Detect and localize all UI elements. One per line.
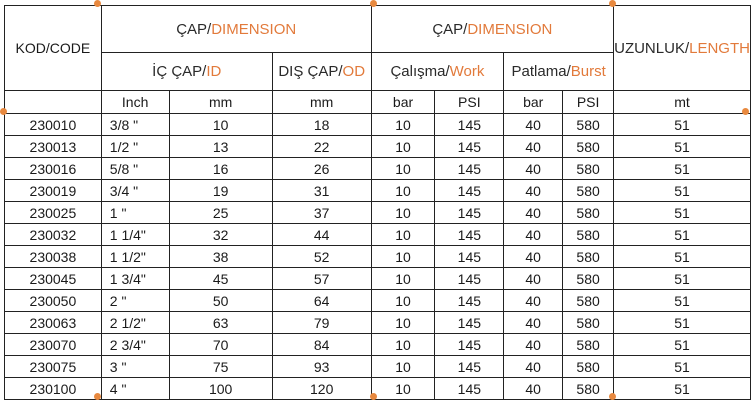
od-mm-cell: 84 (272, 334, 371, 356)
inch-cell: 2 3/4" (101, 334, 169, 356)
table-row (5, 202, 751, 224)
od-mm-cell: 26 (272, 158, 371, 180)
corner-dot (370, 0, 377, 7)
burst-bar-cell: 40 (504, 312, 563, 334)
id-mm-cell: 38 (169, 246, 272, 268)
hose-spec-table (4, 5, 751, 400)
length-cell: 51 (614, 180, 751, 202)
length-cell: 51 (614, 290, 751, 312)
burst-psi-cell: 580 (563, 290, 614, 312)
inch-cell: 3/8 " (101, 114, 169, 136)
corner-dot (609, 0, 616, 7)
unit-inch: Inch (101, 91, 169, 114)
table-row (5, 334, 751, 356)
work-bar-cell: 10 (371, 356, 435, 378)
burst-header (504, 53, 614, 91)
burst-bar-cell: 40 (504, 158, 563, 180)
burst-psi-cell: 580 (563, 114, 614, 136)
code-cell: 230045 (5, 268, 102, 290)
dimension-right-en: DIMENSION (467, 20, 553, 38)
id-mm-cell: 13 (169, 136, 272, 158)
dimension-right-tr: ÇAP/ (432, 20, 468, 38)
inch-cell: 2 " (101, 290, 169, 312)
table-row (5, 158, 751, 180)
burst-bar-cell: 40 (504, 224, 563, 246)
id-mm-cell: 25 (169, 202, 272, 224)
id-mm-cell: 100 (169, 378, 272, 400)
id-tr: İÇ ÇAP/ (152, 63, 207, 80)
table-row (5, 136, 751, 158)
burst-bar-cell: 40 (504, 202, 563, 224)
work-psi-cell: 145 (435, 158, 504, 180)
inch-cell: 3 " (101, 356, 169, 378)
burst-en: Burst (570, 63, 606, 80)
work-psi-cell: 145 (435, 334, 504, 356)
burst-bar-cell: 40 (504, 268, 563, 290)
od-mm-cell: 18 (272, 114, 371, 136)
corner-dot (0, 108, 7, 115)
work-bar-cell: 10 (371, 202, 435, 224)
corner-dot (370, 393, 377, 400)
dimension-header-right (371, 6, 613, 53)
burst-bar-cell: 40 (504, 334, 563, 356)
od-tr: DIŞ ÇAP/ (278, 63, 343, 80)
work-bar-cell: 10 (371, 290, 435, 312)
length-cell: 51 (614, 356, 751, 378)
code-cell: 230100 (5, 378, 102, 400)
inch-cell: 3/4 " (101, 180, 169, 202)
work-bar-cell: 10 (371, 334, 435, 356)
od-mm-cell: 44 (272, 224, 371, 246)
code-cell: 230070 (5, 334, 102, 356)
id-mm-cell: 45 (169, 268, 272, 290)
inch-cell: 2 1/2" (101, 312, 169, 334)
id-mm-cell: 50 (169, 290, 272, 312)
table-row (5, 268, 751, 290)
burst-bar-cell: 40 (504, 356, 563, 378)
id-mm-cell: 32 (169, 224, 272, 246)
length-cell: 51 (614, 114, 751, 136)
inch-cell: 1 1/4" (101, 224, 169, 246)
work-psi-cell: 145 (435, 290, 504, 312)
work-psi-cell: 145 (435, 356, 504, 378)
unit-burst-psi: PSI (563, 91, 614, 114)
inch-cell: 1 3/4" (101, 268, 169, 290)
table-row (5, 180, 751, 202)
length-cell: 51 (614, 246, 751, 268)
table-row (5, 378, 751, 400)
od-mm-cell: 52 (272, 246, 371, 268)
id-mm-cell: 63 (169, 312, 272, 334)
burst-psi-cell: 580 (563, 378, 614, 400)
code-cell: 230063 (5, 312, 102, 334)
unit-work-psi: PSI (435, 91, 504, 114)
table-row (5, 246, 751, 268)
work-bar-cell: 10 (371, 378, 435, 400)
id-mm-cell: 10 (169, 114, 272, 136)
code-cell: 230025 (5, 202, 102, 224)
burst-psi-cell: 580 (563, 224, 614, 246)
id-header (101, 53, 272, 91)
code-cell: 230032 (5, 224, 102, 246)
inch-cell: 1 " (101, 202, 169, 224)
work-psi-cell: 145 (435, 312, 504, 334)
work-psi-cell: 145 (435, 136, 504, 158)
dimension-header-left (101, 6, 371, 53)
code-cell: 230050 (5, 290, 102, 312)
work-bar-cell: 10 (371, 158, 435, 180)
code-cell: 230013 (5, 136, 102, 158)
code-header (5, 6, 102, 91)
code-header-label: KOD/CODE (15, 39, 91, 56)
work-psi-cell: 145 (435, 114, 504, 136)
burst-psi-cell: 580 (563, 268, 614, 290)
code-cell: 230010 (5, 114, 102, 136)
burst-psi-cell: 580 (563, 180, 614, 202)
length-cell: 51 (614, 268, 751, 290)
length-tr: UZUNLUK/ (614, 39, 690, 57)
od-mm-cell: 93 (272, 356, 371, 378)
od-mm-cell: 120 (272, 378, 371, 400)
od-mm-cell: 22 (272, 136, 371, 158)
burst-psi-cell: 580 (563, 246, 614, 268)
unit-work-bar: bar (371, 91, 435, 114)
burst-bar-cell: 40 (504, 290, 563, 312)
inch-cell: 1 1/2" (101, 246, 169, 268)
unit-id-mm: mm (169, 91, 272, 114)
table-row (5, 114, 751, 136)
dimension-left-tr: ÇAP/ (176, 20, 212, 38)
work-bar-cell: 10 (371, 312, 435, 334)
header-row-1 (5, 6, 751, 53)
work-header (371, 53, 504, 91)
id-mm-cell: 16 (169, 158, 272, 180)
units-code-empty (5, 91, 102, 114)
work-bar-cell: 10 (371, 180, 435, 202)
od-mm-cell: 57 (272, 268, 371, 290)
od-mm-cell: 37 (272, 202, 371, 224)
burst-tr: Patlama/ (511, 63, 571, 80)
length-cell: 51 (614, 158, 751, 180)
table-row (5, 312, 751, 334)
length-cell: 51 (614, 136, 751, 158)
work-psi-cell: 145 (435, 180, 504, 202)
burst-psi-cell: 580 (563, 202, 614, 224)
inch-cell: 4 " (101, 378, 169, 400)
corner-dot (742, 108, 749, 115)
work-bar-cell: 10 (371, 246, 435, 268)
od-en: OD (342, 63, 366, 80)
data-rows (5, 114, 751, 400)
work-psi-cell: 145 (435, 202, 504, 224)
id-mm-cell: 70 (169, 334, 272, 356)
work-bar-cell: 10 (371, 268, 435, 290)
burst-psi-cell: 580 (563, 334, 614, 356)
code-cell: 230016 (5, 158, 102, 180)
work-psi-cell: 145 (435, 378, 504, 400)
burst-psi-cell: 580 (563, 312, 614, 334)
table-row (5, 224, 751, 246)
code-cell: 230038 (5, 246, 102, 268)
id-en: ID (206, 63, 222, 80)
units-row (5, 91, 751, 114)
corner-dot (94, 0, 101, 7)
code-cell: 230019 (5, 180, 102, 202)
burst-bar-cell: 40 (504, 246, 563, 268)
code-cell: 230075 (5, 356, 102, 378)
work-psi-cell: 145 (435, 246, 504, 268)
od-mm-cell: 79 (272, 312, 371, 334)
burst-psi-cell: 580 (563, 136, 614, 158)
work-psi-cell: 145 (435, 224, 504, 246)
burst-bar-cell: 40 (504, 180, 563, 202)
length-cell: 51 (614, 224, 751, 246)
length-header (614, 6, 751, 91)
inch-cell: 5/8 " (101, 158, 169, 180)
od-mm-cell: 31 (272, 180, 371, 202)
length-cell: 51 (614, 312, 751, 334)
length-cell: 51 (614, 202, 751, 224)
unit-od-mm: mm (272, 91, 371, 114)
work-bar-cell: 10 (371, 224, 435, 246)
od-header (272, 53, 371, 91)
work-psi-cell: 145 (435, 268, 504, 290)
dimension-left-en: DIMENSION (211, 20, 297, 38)
table-row (5, 356, 751, 378)
work-en: Work (449, 63, 485, 80)
corner-dot (94, 393, 101, 400)
burst-bar-cell: 40 (504, 378, 563, 400)
id-mm-cell: 19 (169, 180, 272, 202)
table-row (5, 290, 751, 312)
work-bar-cell: 10 (371, 136, 435, 158)
length-en: LENGTH (689, 39, 750, 57)
id-mm-cell: 75 (169, 356, 272, 378)
work-tr: Çalışma/ (390, 63, 450, 80)
burst-psi-cell: 580 (563, 356, 614, 378)
od-mm-cell: 64 (272, 290, 371, 312)
burst-bar-cell: 40 (504, 136, 563, 158)
burst-bar-cell: 40 (504, 114, 563, 136)
corner-dot (609, 393, 616, 400)
inch-cell: 1/2 " (101, 136, 169, 158)
burst-psi-cell: 580 (563, 158, 614, 180)
unit-length: mt (614, 91, 751, 114)
work-bar-cell: 10 (371, 114, 435, 136)
unit-burst-bar: bar (504, 91, 563, 114)
length-cell: 51 (614, 334, 751, 356)
length-cell: 51 (614, 378, 751, 400)
